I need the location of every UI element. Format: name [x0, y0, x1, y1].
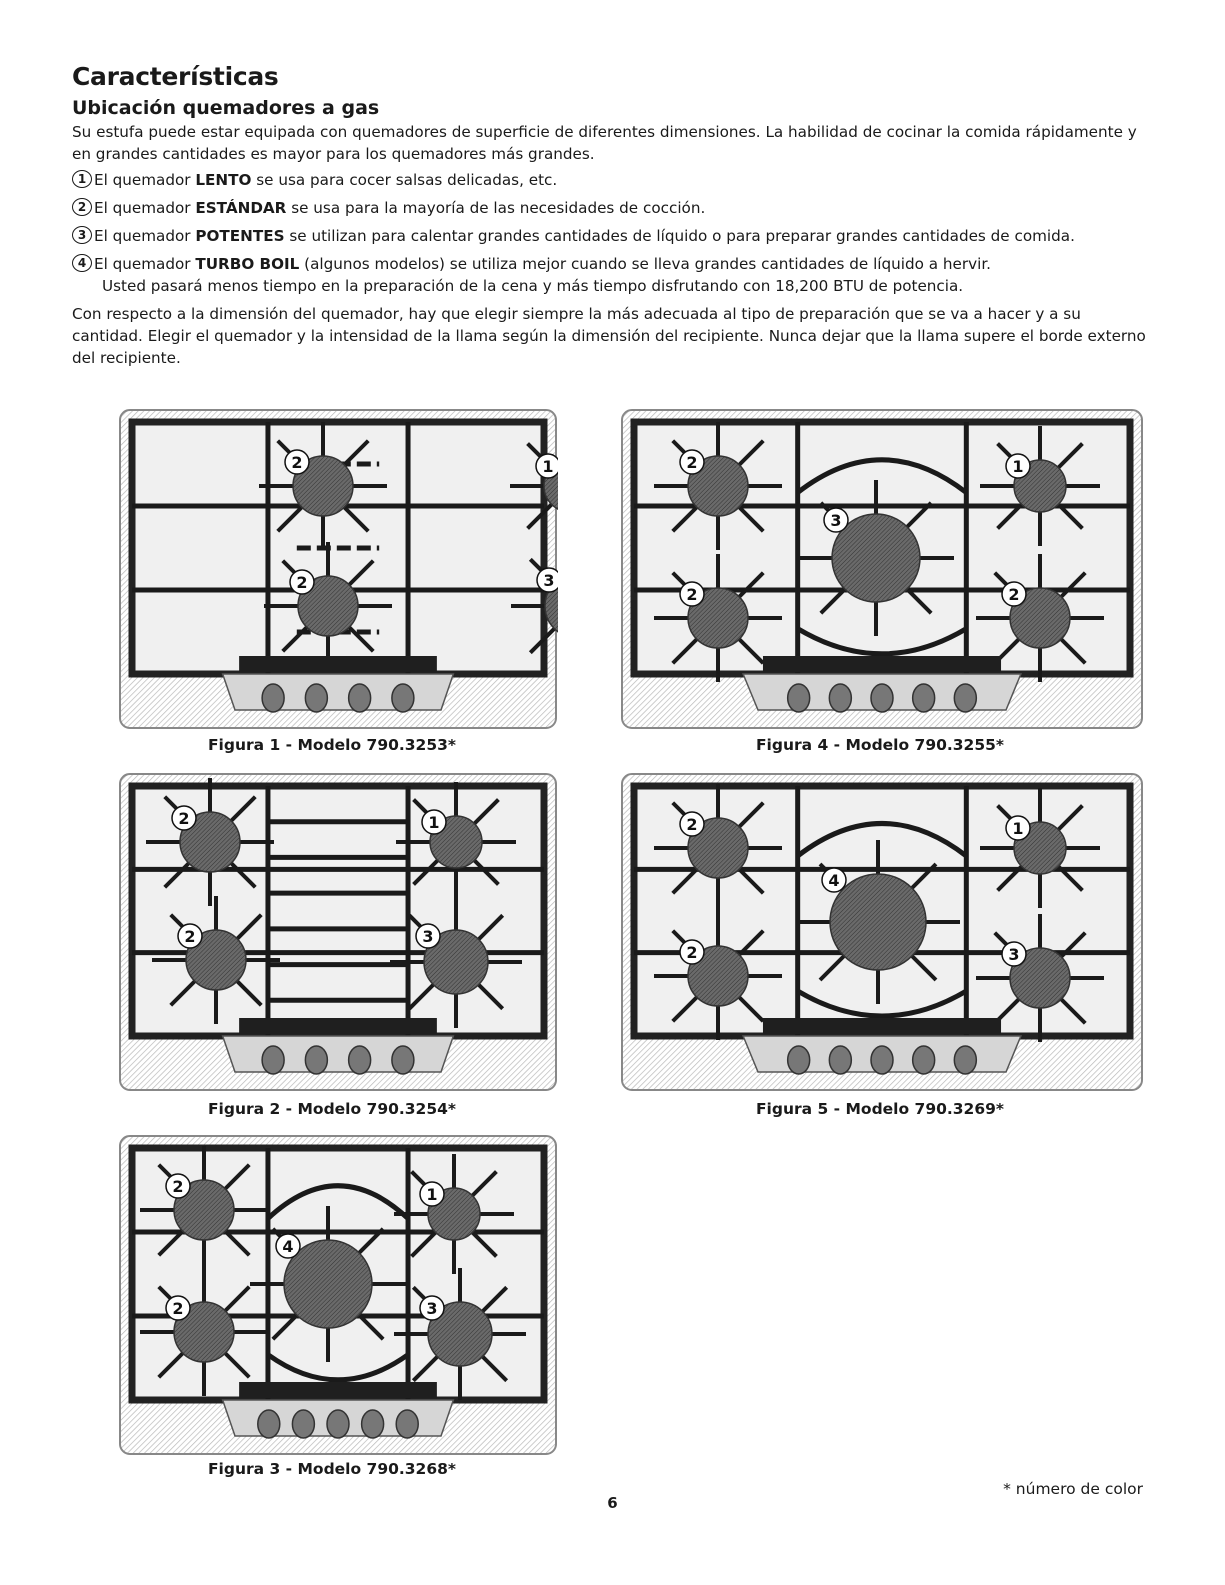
burner-number: 1 [426, 1185, 438, 1204]
page-number: 6 [607, 1494, 618, 1512]
burner-number: 4 [282, 1237, 294, 1256]
burner-item-3: 3 El quemador POTENTES se utilizan para calentar grandes cantidades de líquido o para preparar grandes cantidades de comida. [72, 225, 1152, 247]
burner-number: 1 [1012, 457, 1024, 476]
circled-number-icon: 3 [72, 226, 92, 244]
knob-icon [913, 684, 935, 712]
burner-number: 2 [1008, 585, 1020, 604]
burner [146, 778, 274, 906]
control-panel-recess [763, 1018, 1001, 1034]
burner-number: 2 [686, 453, 698, 472]
burner-number: 3 [426, 1299, 438, 1318]
figure-caption: Figura 2 - Modelo 790.3254* [207, 1100, 457, 1118]
control-panel-recess [239, 1382, 437, 1398]
figure-caption: Figura 1 - Modelo 790.3253* [207, 736, 457, 754]
burner [654, 784, 782, 912]
burner [980, 426, 1100, 546]
intro-paragraph: Su estufa puede estar equipada con quemadores de superficie de diferentes dimensiones. La habilidad de cocinar la comida rápidamente y en grandes cantidades es mayor para los quemadores más grandes. [72, 123, 1137, 163]
circled-number-icon: 1 [72, 170, 92, 188]
cooktop-drawing [118, 772, 558, 1092]
knob-icon [392, 1046, 414, 1074]
burner [259, 422, 387, 550]
figure-caption: Figura 3 - Modelo 790.3268* [207, 1460, 457, 1478]
burner-number: 2 [178, 809, 190, 828]
knob-icon [871, 684, 893, 712]
control-panel [223, 674, 454, 710]
cooktop-figure-2 [118, 772, 558, 1092]
burner-name: TURBO BOIL [195, 255, 300, 273]
burner-number: 4 [828, 871, 840, 890]
burner-number: 2 [184, 927, 196, 946]
control-panel-recess [239, 656, 437, 672]
burner-item-4: 4 El quemador TURBO BOIL (algunos modelos) se utiliza mejor cuando se lleva grandes cantidades de líquido a hervir. [72, 253, 1152, 275]
burner [264, 542, 392, 670]
cooktop-figure-4 [620, 408, 1144, 730]
figure-caption: Figura 4 - Modelo 790.3255* [755, 736, 1005, 754]
knob-icon [262, 684, 284, 712]
burner-name: ESTÁNDAR [195, 199, 287, 217]
knob-icon [829, 684, 851, 712]
knob-icon [954, 1046, 976, 1074]
burner [396, 782, 516, 902]
knob-icon [396, 1410, 418, 1438]
burner-number: 2 [686, 585, 698, 604]
knob-icon [349, 684, 371, 712]
burner [654, 554, 782, 682]
knob-icon [349, 1046, 371, 1074]
burner-number: 2 [296, 573, 308, 592]
page-title: Características [72, 62, 279, 91]
burner [152, 896, 280, 1024]
cooktop-figure-3 [118, 1134, 558, 1456]
closing-paragraph: Con respecto a la dimensión del quemador, hay que elegir siempre la más adecuada al tipo de preparación que se va a hacer y a su cantidad. Elegir el quemador y la intensidad de la llama según la dimensión del recipiente. Nunca dejar que la llama supere el borde externo del recipiente. [72, 305, 1146, 367]
knob-icon [788, 684, 810, 712]
control-panel-recess [239, 1018, 437, 1034]
burner-number: 3 [1008, 945, 1020, 964]
burner-number: 1 [1012, 819, 1024, 838]
color-number-footnote: * número de color [1003, 1480, 1143, 1498]
burner-number: 2 [686, 815, 698, 834]
burner-number: 2 [291, 453, 303, 472]
cooktop-drawing [118, 408, 558, 730]
cooktop-figure-1 [118, 408, 558, 730]
section-title: Ubicación quemadores a gas [72, 97, 380, 119]
cooktop-drawing [118, 1134, 558, 1456]
knob-icon [292, 1410, 314, 1438]
knob-icon [913, 1046, 935, 1074]
burner-number: 3 [830, 511, 842, 530]
burner-number: 2 [172, 1299, 184, 1318]
knob-icon [327, 1410, 349, 1438]
knob-icon [262, 1046, 284, 1074]
burner [980, 788, 1100, 908]
figure-caption: Figura 5 - Modelo 790.3269* [755, 1100, 1005, 1118]
knob-icon [871, 1046, 893, 1074]
burner [394, 1154, 514, 1274]
burner [798, 480, 954, 636]
burner-item-2: 2 El quemador ESTÁNDAR se usa para la mayoría de las necesidades de cocción. [72, 197, 1152, 219]
burner [390, 896, 522, 1028]
burner-number: 2 [686, 943, 698, 962]
burner [796, 840, 960, 1004]
cooktop-figure-5 [620, 772, 1144, 1092]
burner-name: LENTO [195, 171, 252, 189]
burner [654, 422, 782, 550]
cooktop-drawing [620, 772, 1144, 1092]
burner-list [72, 169, 1152, 297]
burner [140, 1268, 268, 1396]
burner [394, 1268, 526, 1400]
burner [140, 1146, 268, 1274]
burner-number: 1 [542, 457, 554, 476]
circled-number-icon: 4 [72, 254, 92, 272]
burner-item-1: 1 El quemador LENTO se usa para cocer salsas delicadas, etc. [72, 169, 1152, 191]
knob-icon [954, 684, 976, 712]
burner-name: POTENTES [195, 227, 285, 245]
burner-number: 3 [422, 927, 434, 946]
knob-icon [829, 1046, 851, 1074]
burner [654, 912, 782, 1040]
knob-icon [788, 1046, 810, 1074]
control-panel-recess [763, 656, 1001, 672]
cooktop-drawing [620, 408, 1144, 730]
control-panel [223, 1036, 454, 1072]
burner [250, 1206, 406, 1362]
knob-icon [258, 1410, 280, 1438]
burner-number: 3 [543, 571, 555, 590]
knob-icon [392, 684, 414, 712]
turbo-note: Usted pasará menos tiempo en la preparación de la cena y más tiempo disfrutando con 18,200 BTU de potencia. [102, 277, 964, 295]
burner-number: 2 [172, 1177, 184, 1196]
knob-icon [362, 1410, 384, 1438]
page-content [72, 62, 1152, 369]
knob-icon [305, 684, 327, 712]
burner-number: 1 [428, 813, 440, 832]
knob-icon [305, 1046, 327, 1074]
circled-number-icon: 2 [72, 198, 92, 216]
